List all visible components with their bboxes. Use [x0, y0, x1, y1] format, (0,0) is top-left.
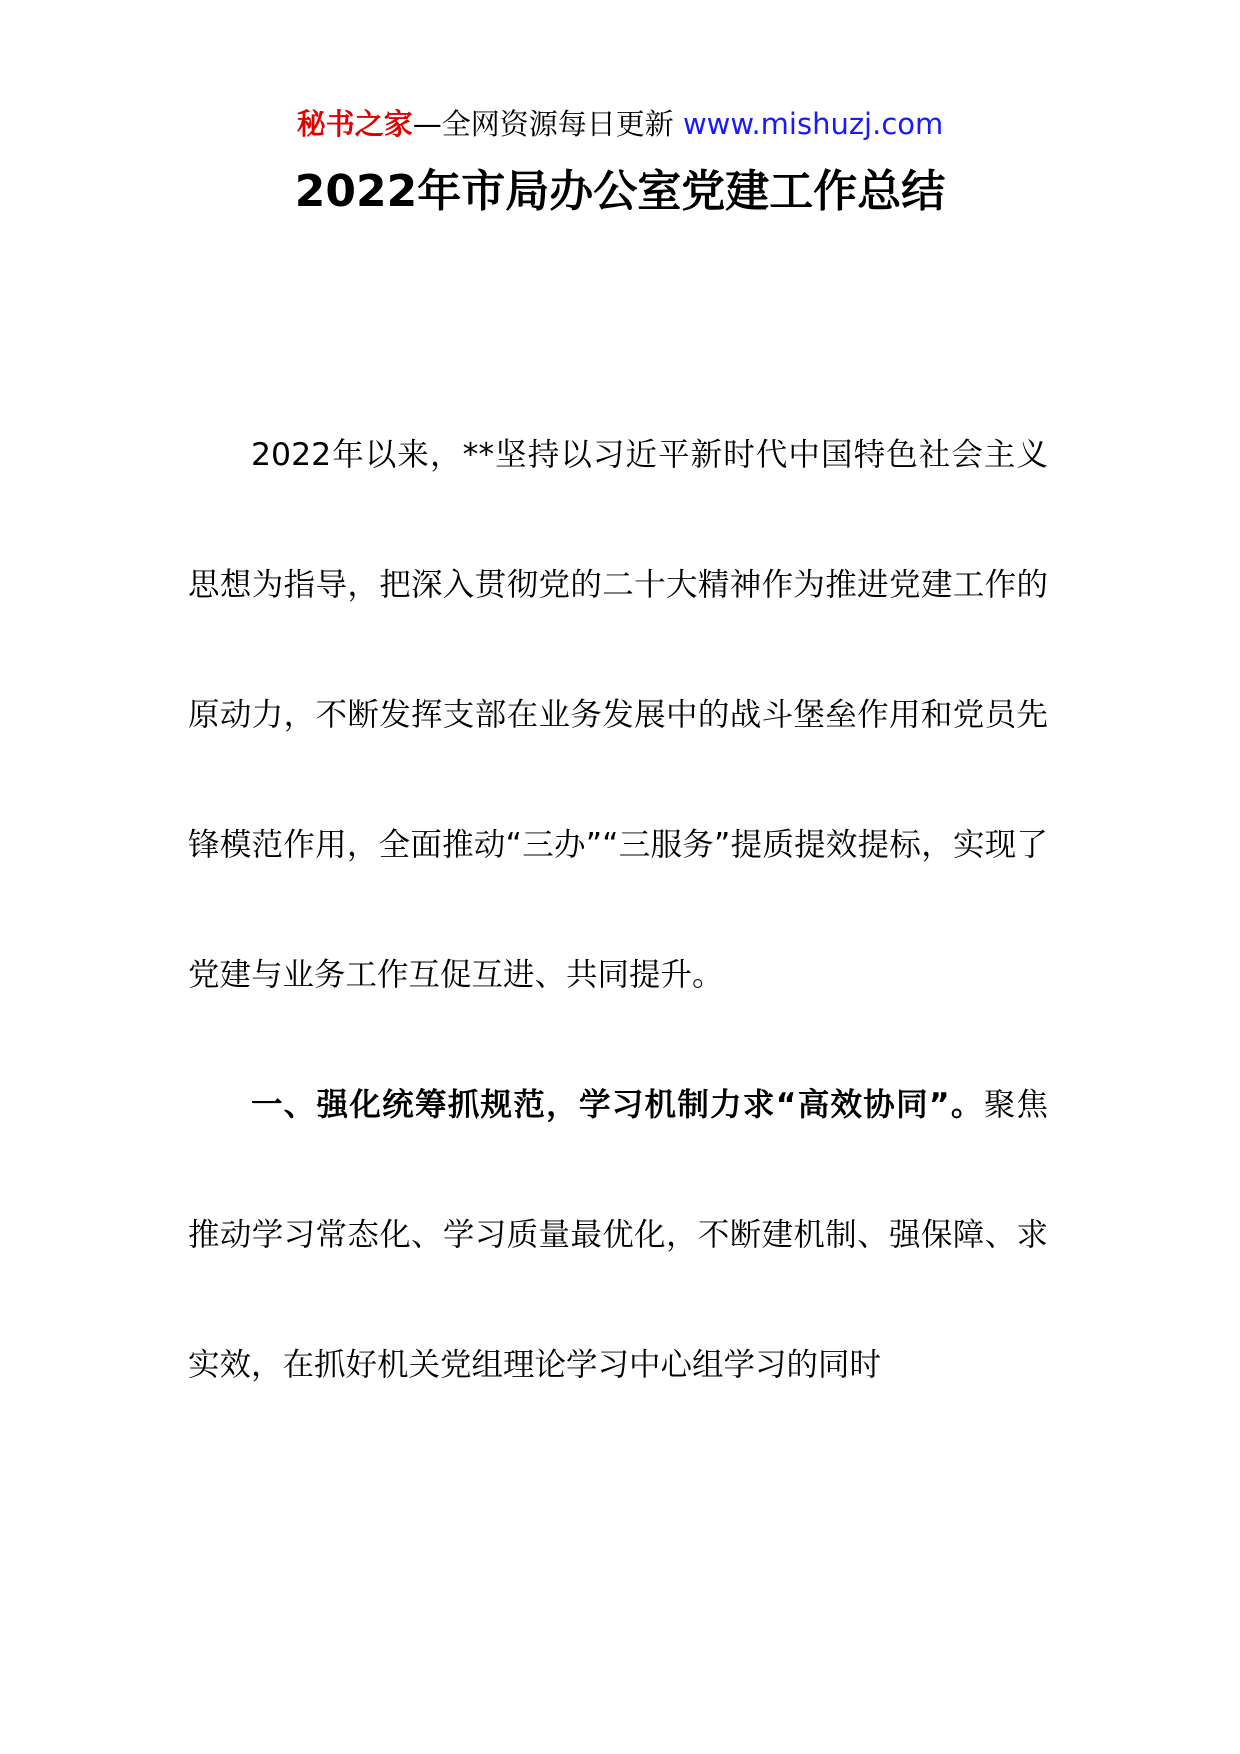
document-body [188, 390, 1048, 1430]
section-one-paragraph [188, 1040, 1048, 1430]
document-title: 2022年市局办公室党建工作总结 [294, 166, 946, 217]
site-header [0, 104, 1240, 144]
site-slogan: —全网资源每日更新 [412, 107, 674, 141]
intro-paragraph [188, 390, 1048, 1040]
section-one-heading: 一、强化统筹抓规范，学习机制力求“高效协同”。 [251, 1087, 984, 1123]
intro-paragraph-text: 2022年以来，**坚持以习近平新时代中国特色社会主义思想为指导，把深入贯彻党的二十大精神作为推进党建工作的原动力，不断发挥支部在业务发展中的战斗堡垒作用和党员先锋模范作用，全面推动“三办”“三服务”提质提效提标，实现了党建与业务工作互促互进、共同提升。 [188, 437, 1048, 993]
section-one-text: 聚焦推动学习常态化、学习质量最优化，不断建机制、强保障、求实效，在抓好机关党组理论学习中心组学习的同时 [188, 1087, 1048, 1383]
site-url-link[interactable]: www.mishuzj.com [682, 107, 944, 141]
site-brand: 秘书之家 [296, 107, 413, 141]
